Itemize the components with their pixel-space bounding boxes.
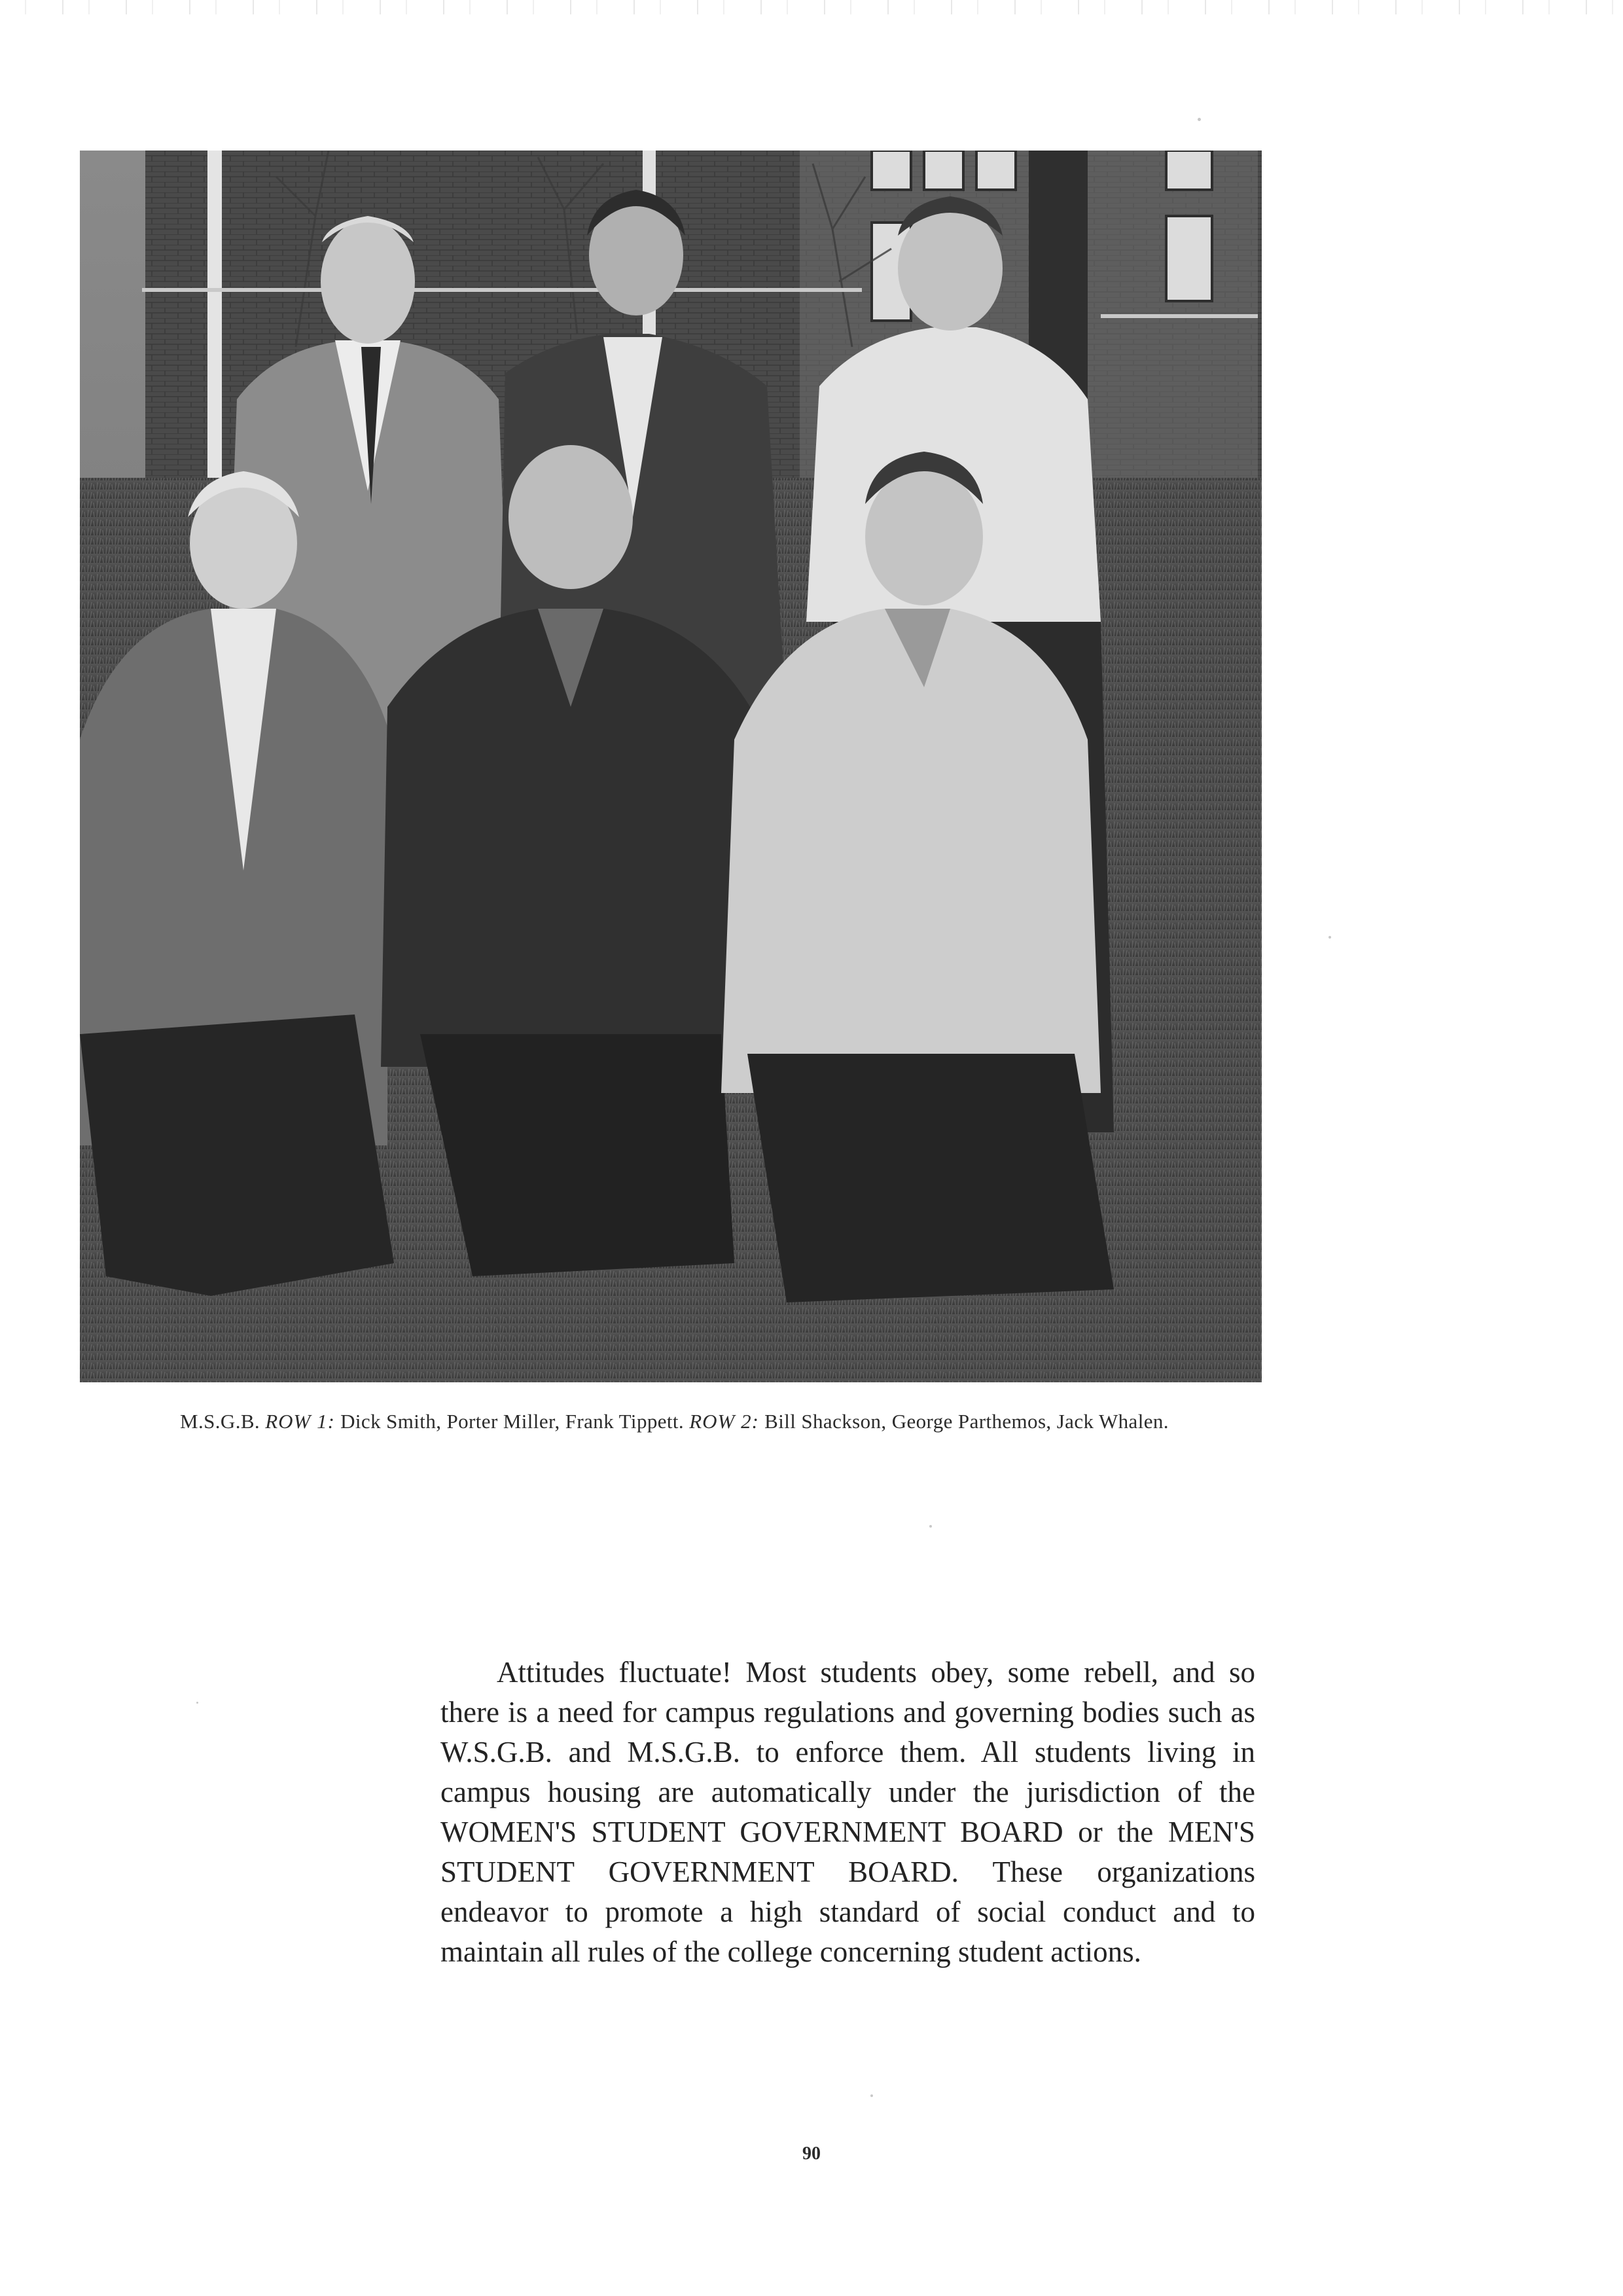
scan-edge-artifact [0, 0, 1623, 14]
caption-row1-names: Dick Smith, Porter Miller, Frank Tippett. [340, 1410, 685, 1433]
group-photo [80, 151, 1262, 1382]
scan-speck [1198, 118, 1201, 121]
caption-row2-label: ROW 2: [689, 1410, 759, 1433]
caption-org: M.S.G.B. [180, 1410, 260, 1433]
scan-speck [196, 1702, 198, 1704]
caption-row1-label: ROW 1: [265, 1410, 335, 1433]
body-paragraph: Attitudes fluctuate! Most students obey, some rebell, and so there is a need for campus regulations and governing bodies such as W.S.G.B. and M.S.G.B. to enforce them. All students living in campus housing are automatically under the jurisdiction of the WOMEN'S STUDENT GOVERNMENT BOARD or the MEN'S STUDENT GOVERNMENT BOARD. These organizations endeavor to promote a high standard of social conduct and to maintain all rules of the college concerning student actions. [440, 1656, 1255, 1968]
caption-row2-names: Bill Shackson, George Parthemos, Jack Whalen. [764, 1410, 1169, 1433]
page-number: 90 [802, 2144, 821, 2164]
scan-speck [1329, 936, 1331, 939]
photo-caption [180, 1407, 1181, 1436]
scan-speck [929, 1525, 932, 1528]
scan-speck [870, 2094, 873, 2097]
